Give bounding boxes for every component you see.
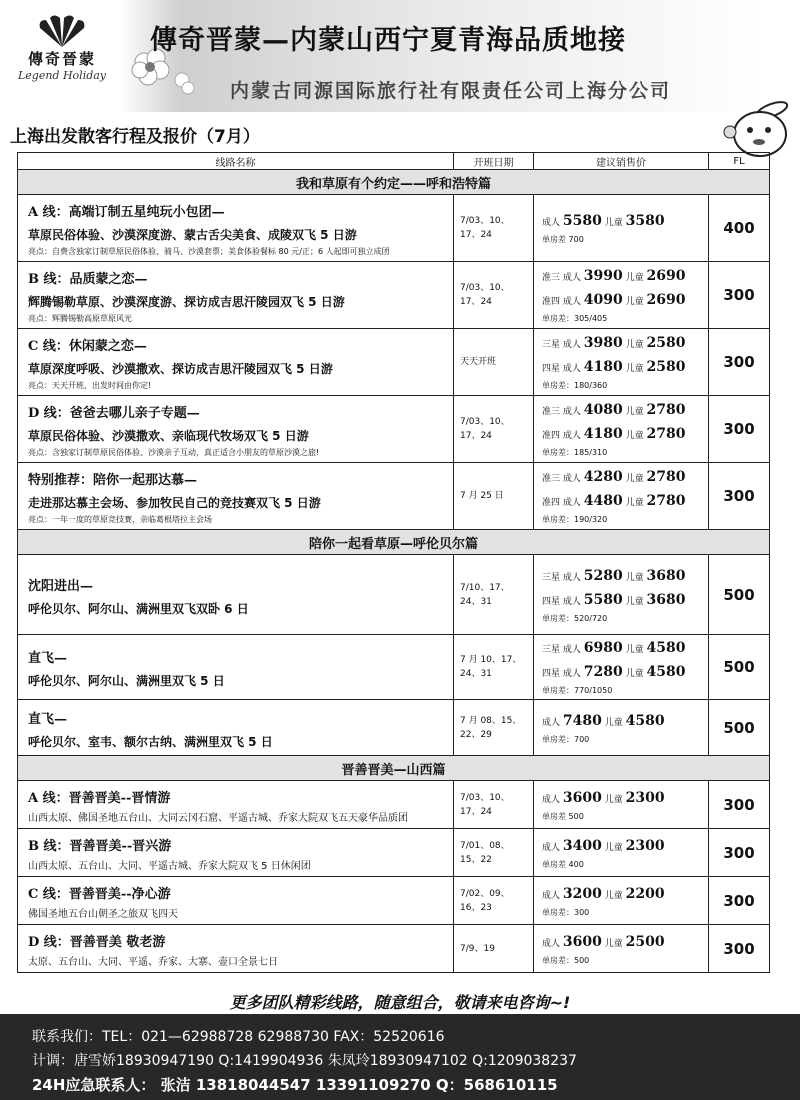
fl-value: 300: [709, 329, 770, 396]
line-name: D 线：爸爸去哪儿亲子专题—: [28, 406, 200, 421]
child-price: 2500: [625, 933, 665, 950]
section-title: 上海出发散客行程及报价（7月）: [10, 127, 260, 147]
hotel-tier: 四星: [542, 364, 561, 374]
child-price: 2580: [646, 359, 686, 375]
price-cell: [534, 396, 709, 463]
departure-dates: 7/03、10、17、24: [454, 195, 534, 262]
route-cell: [18, 635, 454, 700]
slogan: 更多团队精彩线路，随意组合，敬请来电咨询~!: [229, 993, 571, 1012]
route-description: 太原、五台山、大同、平遥、乔家、大寨、壶口全景七日: [28, 957, 278, 968]
child-label: 儿童: [625, 474, 644, 484]
price-line: [542, 210, 700, 234]
price-cell: [534, 262, 709, 329]
child-price: 4580: [646, 664, 686, 680]
adult-label: 成人: [562, 340, 581, 350]
departure-dates: 7/03、10、17、24: [454, 396, 534, 463]
adult-price: 5580: [562, 213, 602, 229]
group-header-row: [18, 170, 770, 195]
child-label: 儿童: [625, 340, 644, 350]
child-price: 2780: [646, 426, 686, 442]
child-price: 2690: [646, 292, 686, 308]
line-name: 沈阳进出—: [28, 578, 94, 594]
header-banner: [0, 0, 800, 112]
adult-label: 成人: [562, 669, 581, 679]
route-description: 呼伦贝尔、阿尔山、满洲里双飞 5 日: [28, 674, 225, 688]
departure-dates: 7/01、08、15、22: [454, 829, 534, 877]
table-row: [18, 195, 770, 262]
adult-price: 4280: [583, 469, 623, 485]
route-description: 草原民俗体验、沙漠深度游、蒙古舌尖美食、成陵双飞 5 日游: [28, 228, 357, 242]
adult-price: 4480: [583, 493, 623, 509]
price-cell: [534, 925, 709, 973]
company-logo: [6, 8, 118, 104]
departure-dates: 7/03、10、17、24: [454, 262, 534, 329]
adult-label: 成人: [562, 407, 581, 417]
group-title: 陪你一起看草原—呼伦贝尔篇: [18, 530, 770, 555]
adult-price: 3990: [583, 268, 623, 284]
child-price: 2690: [646, 268, 686, 284]
single-room-supplement: 单房差 700: [542, 235, 584, 244]
price-cell: [534, 195, 709, 262]
fl-value: 300: [709, 781, 770, 829]
single-room-supplement: 单房差：770/1050: [542, 686, 613, 695]
child-label: 儿童: [625, 596, 644, 607]
price-line: [542, 265, 700, 289]
departure-dates: 7 月 10、17、24、31: [454, 635, 534, 700]
group-title: 晋善晋美—山西篇: [18, 756, 770, 781]
fl-value: 500: [709, 635, 770, 700]
price-line: [542, 490, 700, 514]
group-header-row: [18, 530, 770, 555]
contact-operators-line: 计调：唐雪娇18930947190 Q:1419904936 朱凤玲18930947102 Q:1209038237: [32, 1053, 577, 1069]
price-line: [542, 883, 700, 907]
child-label: 儿童: [604, 890, 623, 901]
fl-value: 300: [709, 925, 770, 973]
route-description: 呼伦贝尔、室韦、额尔古纳、满洲里双飞 5 日: [28, 734, 273, 749]
route-description: 佛国圣地五台山朝圣之旅双飞四天: [28, 909, 178, 920]
adult-price: 7280: [583, 664, 623, 680]
child-price: 2300: [625, 837, 665, 854]
child-label: 儿童: [625, 645, 644, 655]
single-room-supplement: 单房差：520/720: [542, 613, 608, 623]
price-cell: [534, 877, 709, 925]
child-price: 4580: [625, 712, 665, 729]
child-label: 儿童: [604, 717, 623, 728]
adult-price: 4180: [583, 359, 623, 375]
adult-label: 成人: [562, 364, 581, 374]
child-price: 2580: [646, 335, 686, 351]
price-cell: [534, 829, 709, 877]
adult-label: 成人: [562, 431, 581, 441]
route-cell: [18, 555, 454, 635]
line-name: C 线：晋善晋美--净心游: [28, 887, 171, 902]
price-cell: [534, 555, 709, 635]
single-room-supplement: 单房差：305/405: [542, 314, 608, 323]
departure-dates: 7 月 08、15、22、29: [454, 700, 534, 756]
child-price: 3580: [625, 213, 665, 229]
hotel-tier: 准四: [542, 498, 561, 508]
adult-label: 成人: [542, 938, 561, 949]
fl-value: 300: [709, 877, 770, 925]
table-row: [18, 877, 770, 925]
table-row: [18, 635, 770, 700]
line-name: B 线：晋善晋美--晋兴游: [28, 839, 172, 854]
price-line: [542, 332, 700, 356]
price-line: [542, 423, 700, 447]
child-label: 儿童: [604, 218, 623, 228]
child-price: 2780: [646, 469, 686, 485]
route-cell: [18, 262, 454, 329]
hotel-tier: 准四: [542, 297, 561, 307]
adult-price: 3200: [562, 885, 602, 902]
table-header-row: [18, 153, 770, 170]
price-cell: [534, 700, 709, 756]
price-column-header: 建议销售价: [534, 153, 709, 170]
price-line: [542, 565, 700, 589]
fl-value: 500: [709, 555, 770, 635]
adult-price: 5280: [583, 567, 623, 584]
adult-label: 成人: [542, 794, 561, 805]
departure-dates: 7/9、19: [454, 925, 534, 973]
line-name: A 线：高端订制五星纯玩小包团—: [28, 205, 225, 220]
child-label: 儿童: [625, 297, 644, 307]
adult-label: 成人: [542, 842, 561, 853]
fl-column-header: FL: [709, 153, 770, 170]
date-column-header: 开班日期: [454, 153, 534, 170]
adult-price: 4090: [583, 292, 623, 308]
group-title: 我和草原有个约定——呼和浩特篇: [18, 170, 770, 195]
line-name: A 线：晋善晋美--晋情游: [28, 791, 171, 806]
single-room-supplement: 单房差：300: [542, 907, 590, 917]
adult-label: 成人: [562, 596, 581, 607]
fl-value: 400: [709, 195, 770, 262]
route-description: 辉腾锡勒草原、沙漠深度游、探访成吉思汗陵园双飞 5 日游: [28, 295, 345, 309]
child-price: 2200: [625, 885, 665, 902]
single-room-supplement: 单房差 500: [542, 811, 584, 821]
route-cell: [18, 463, 454, 530]
route-cell: [18, 195, 454, 262]
line-name: D 线：晋善晋美 敬老游: [28, 935, 166, 950]
price-line: [542, 589, 700, 613]
page-title: 傳奇晋蒙—内蒙山西宁夏青海品质地接: [150, 25, 626, 56]
route-description: 山西太原、五台山、大同、平遥古城、乔家大院双飞 5 日休闲团: [28, 861, 311, 872]
adult-price: 3600: [562, 789, 602, 806]
line-name: C 线：休闲蒙之恋—: [28, 339, 147, 354]
child-label: 儿童: [625, 364, 644, 374]
price-line: [542, 661, 700, 685]
route-column-header: 线路名称: [18, 153, 454, 170]
hotel-tier: 三星: [542, 340, 561, 350]
adult-price: 3600: [562, 933, 602, 950]
single-room-supplement: 单房差：500: [542, 955, 590, 965]
itinerary-table: [17, 152, 770, 973]
fl-value: 500: [709, 700, 770, 756]
table-row: [18, 555, 770, 635]
departure-dates: 7/02、09、16、23: [454, 877, 534, 925]
child-label: 儿童: [604, 794, 623, 805]
price-cell: [534, 781, 709, 829]
child-label: 儿童: [625, 669, 644, 679]
fl-value: 300: [709, 396, 770, 463]
hotel-tier: 准三: [542, 273, 561, 283]
adult-price: 5580: [583, 591, 623, 608]
route-highlight: 亮点：一年一度的草原竞技赛，亲临葛根塔拉主会场: [28, 515, 212, 524]
route-description: 草原深度呼吸、沙漠撒欢、探访成吉思汗陵园双飞 5 日游: [28, 362, 333, 376]
price-cell: [534, 463, 709, 530]
group-header-row: [18, 756, 770, 781]
route-description: 走进那达慕主会场、参加牧民自己的竞技赛双飞 5 日游: [28, 496, 321, 510]
child-label: 儿童: [625, 431, 644, 441]
route-description: 草原民俗体验、沙漠撒欢、亲临现代牧场双飞 5 日游: [28, 429, 309, 443]
logo-chinese-text: 傳奇晉蒙: [27, 50, 96, 68]
child-label: 儿童: [625, 407, 644, 417]
fl-value: 300: [709, 463, 770, 530]
route-highlight: 亮点：天天开班，出发时间由你定!: [28, 381, 152, 390]
single-room-supplement: 单房差 400: [542, 859, 584, 869]
departure-dates: 7/10、17、24、31: [454, 555, 534, 635]
hotel-tier: 三星: [542, 572, 561, 583]
fl-value: 300: [709, 829, 770, 877]
price-line: [542, 835, 700, 859]
route-cell: [18, 781, 454, 829]
line-name: 特别推荐：陪你一起那达慕—: [28, 473, 198, 488]
adult-price: 3400: [562, 837, 602, 854]
line-name: 直飞—: [28, 711, 68, 727]
adult-price: 7480: [562, 712, 602, 729]
adult-label: 成人: [562, 498, 581, 508]
route-cell: [18, 829, 454, 877]
route-highlight: 亮点：辉腾锡勒高原草原风光: [28, 314, 132, 323]
adult-label: 成人: [562, 572, 581, 583]
hotel-tier: 四星: [542, 669, 561, 679]
departure-dates: 天天开班: [454, 329, 534, 396]
table-row: [18, 925, 770, 973]
contact-footer: [0, 1014, 800, 1100]
emergency-contact-line: 24H应急联系人： 张洁 13818044547 13391109270 Q：568610115: [32, 1076, 558, 1094]
route-cell: [18, 700, 454, 756]
table-row: [18, 829, 770, 877]
line-name: 直飞—: [28, 651, 68, 666]
child-price: 2780: [646, 493, 686, 509]
adult-label: 成人: [562, 273, 581, 283]
price-line: [542, 931, 700, 955]
child-price: 3680: [646, 591, 686, 608]
hotel-tier: 准四: [542, 431, 561, 441]
route-cell: [18, 877, 454, 925]
adult-label: 成人: [562, 474, 581, 484]
fl-value: 300: [709, 262, 770, 329]
price-line: [542, 399, 700, 423]
route-highlight: 亮点：含独家订制草原民俗体验、沙漠亲子互动，真正适合小朋友的草原沙漠之旅!: [28, 448, 320, 457]
logo-english-text: Legend Holiday: [17, 69, 107, 82]
child-label: 儿童: [625, 273, 644, 283]
child-price: 3680: [646, 567, 686, 584]
adult-price: 3980: [583, 335, 623, 351]
fan-logo-icon: [32, 14, 92, 48]
route-highlight: 亮点：自费含独家订制草原民俗体验、骑马、沙漠套票；美食体验餐标 80 元/正；6 人起即可独立成团: [28, 247, 390, 256]
child-label: 儿童: [604, 938, 623, 949]
contact-phone-line: 联系我们：TEL：021—62988728 62988730 FAX：52520616: [32, 1029, 445, 1045]
adult-price: 4180: [583, 426, 623, 442]
price-line: [542, 356, 700, 380]
company-subtitle: 内蒙古同源国际旅行社有限责任公司上海分公司: [230, 80, 672, 102]
table-row: [18, 329, 770, 396]
hotel-tier: 三星: [542, 645, 561, 655]
route-cell: [18, 925, 454, 973]
single-room-supplement: 单房差：190/320: [542, 515, 608, 524]
itinerary-table-wrap: [17, 152, 769, 973]
adult-price: 4080: [583, 402, 623, 418]
route-cell: [18, 329, 454, 396]
child-label: 儿童: [604, 842, 623, 853]
child-price: 2300: [625, 789, 665, 806]
price-line: [542, 787, 700, 811]
hotel-tier: 准三: [542, 407, 561, 417]
departure-dates: 7/03、10、17、24: [454, 781, 534, 829]
single-room-supplement: 单房差：700: [542, 734, 590, 744]
single-room-supplement: 单房差：185/310: [542, 448, 608, 457]
adult-label: 成人: [562, 645, 581, 655]
route-description: 呼伦贝尔、阿尔山、满洲里双飞双卧 6 日: [28, 601, 249, 616]
line-name: B 线：品质蒙之恋—: [28, 272, 148, 287]
adult-price: 6980: [583, 640, 623, 656]
price-cell: [534, 635, 709, 700]
hotel-tier: 准三: [542, 474, 561, 484]
adult-label: 成人: [542, 218, 561, 228]
adult-label: 成人: [542, 890, 561, 901]
table-row: [18, 262, 770, 329]
price-line: [542, 289, 700, 313]
departure-dates: 7 月 25 日: [454, 463, 534, 530]
route-cell: [18, 396, 454, 463]
route-description: 山西太原、佛国圣地五台山、大同云冈石窟、平遥古城、乔家大院双飞五天豪华品质团: [28, 813, 408, 824]
child-label: 儿童: [625, 572, 644, 583]
child-price: 4580: [646, 640, 686, 656]
single-room-supplement: 单房差：180/360: [542, 381, 608, 390]
table-row: [18, 700, 770, 756]
child-price: 2780: [646, 402, 686, 418]
table-row: [18, 396, 770, 463]
table-row: [18, 463, 770, 530]
child-label: 儿童: [625, 498, 644, 508]
price-cell: [534, 329, 709, 396]
price-line: [542, 637, 700, 661]
price-line: [542, 710, 700, 734]
adult-label: 成人: [562, 297, 581, 307]
price-line: [542, 466, 700, 490]
adult-label: 成人: [542, 717, 561, 728]
table-row: [18, 781, 770, 829]
hotel-tier: 四星: [542, 596, 561, 607]
